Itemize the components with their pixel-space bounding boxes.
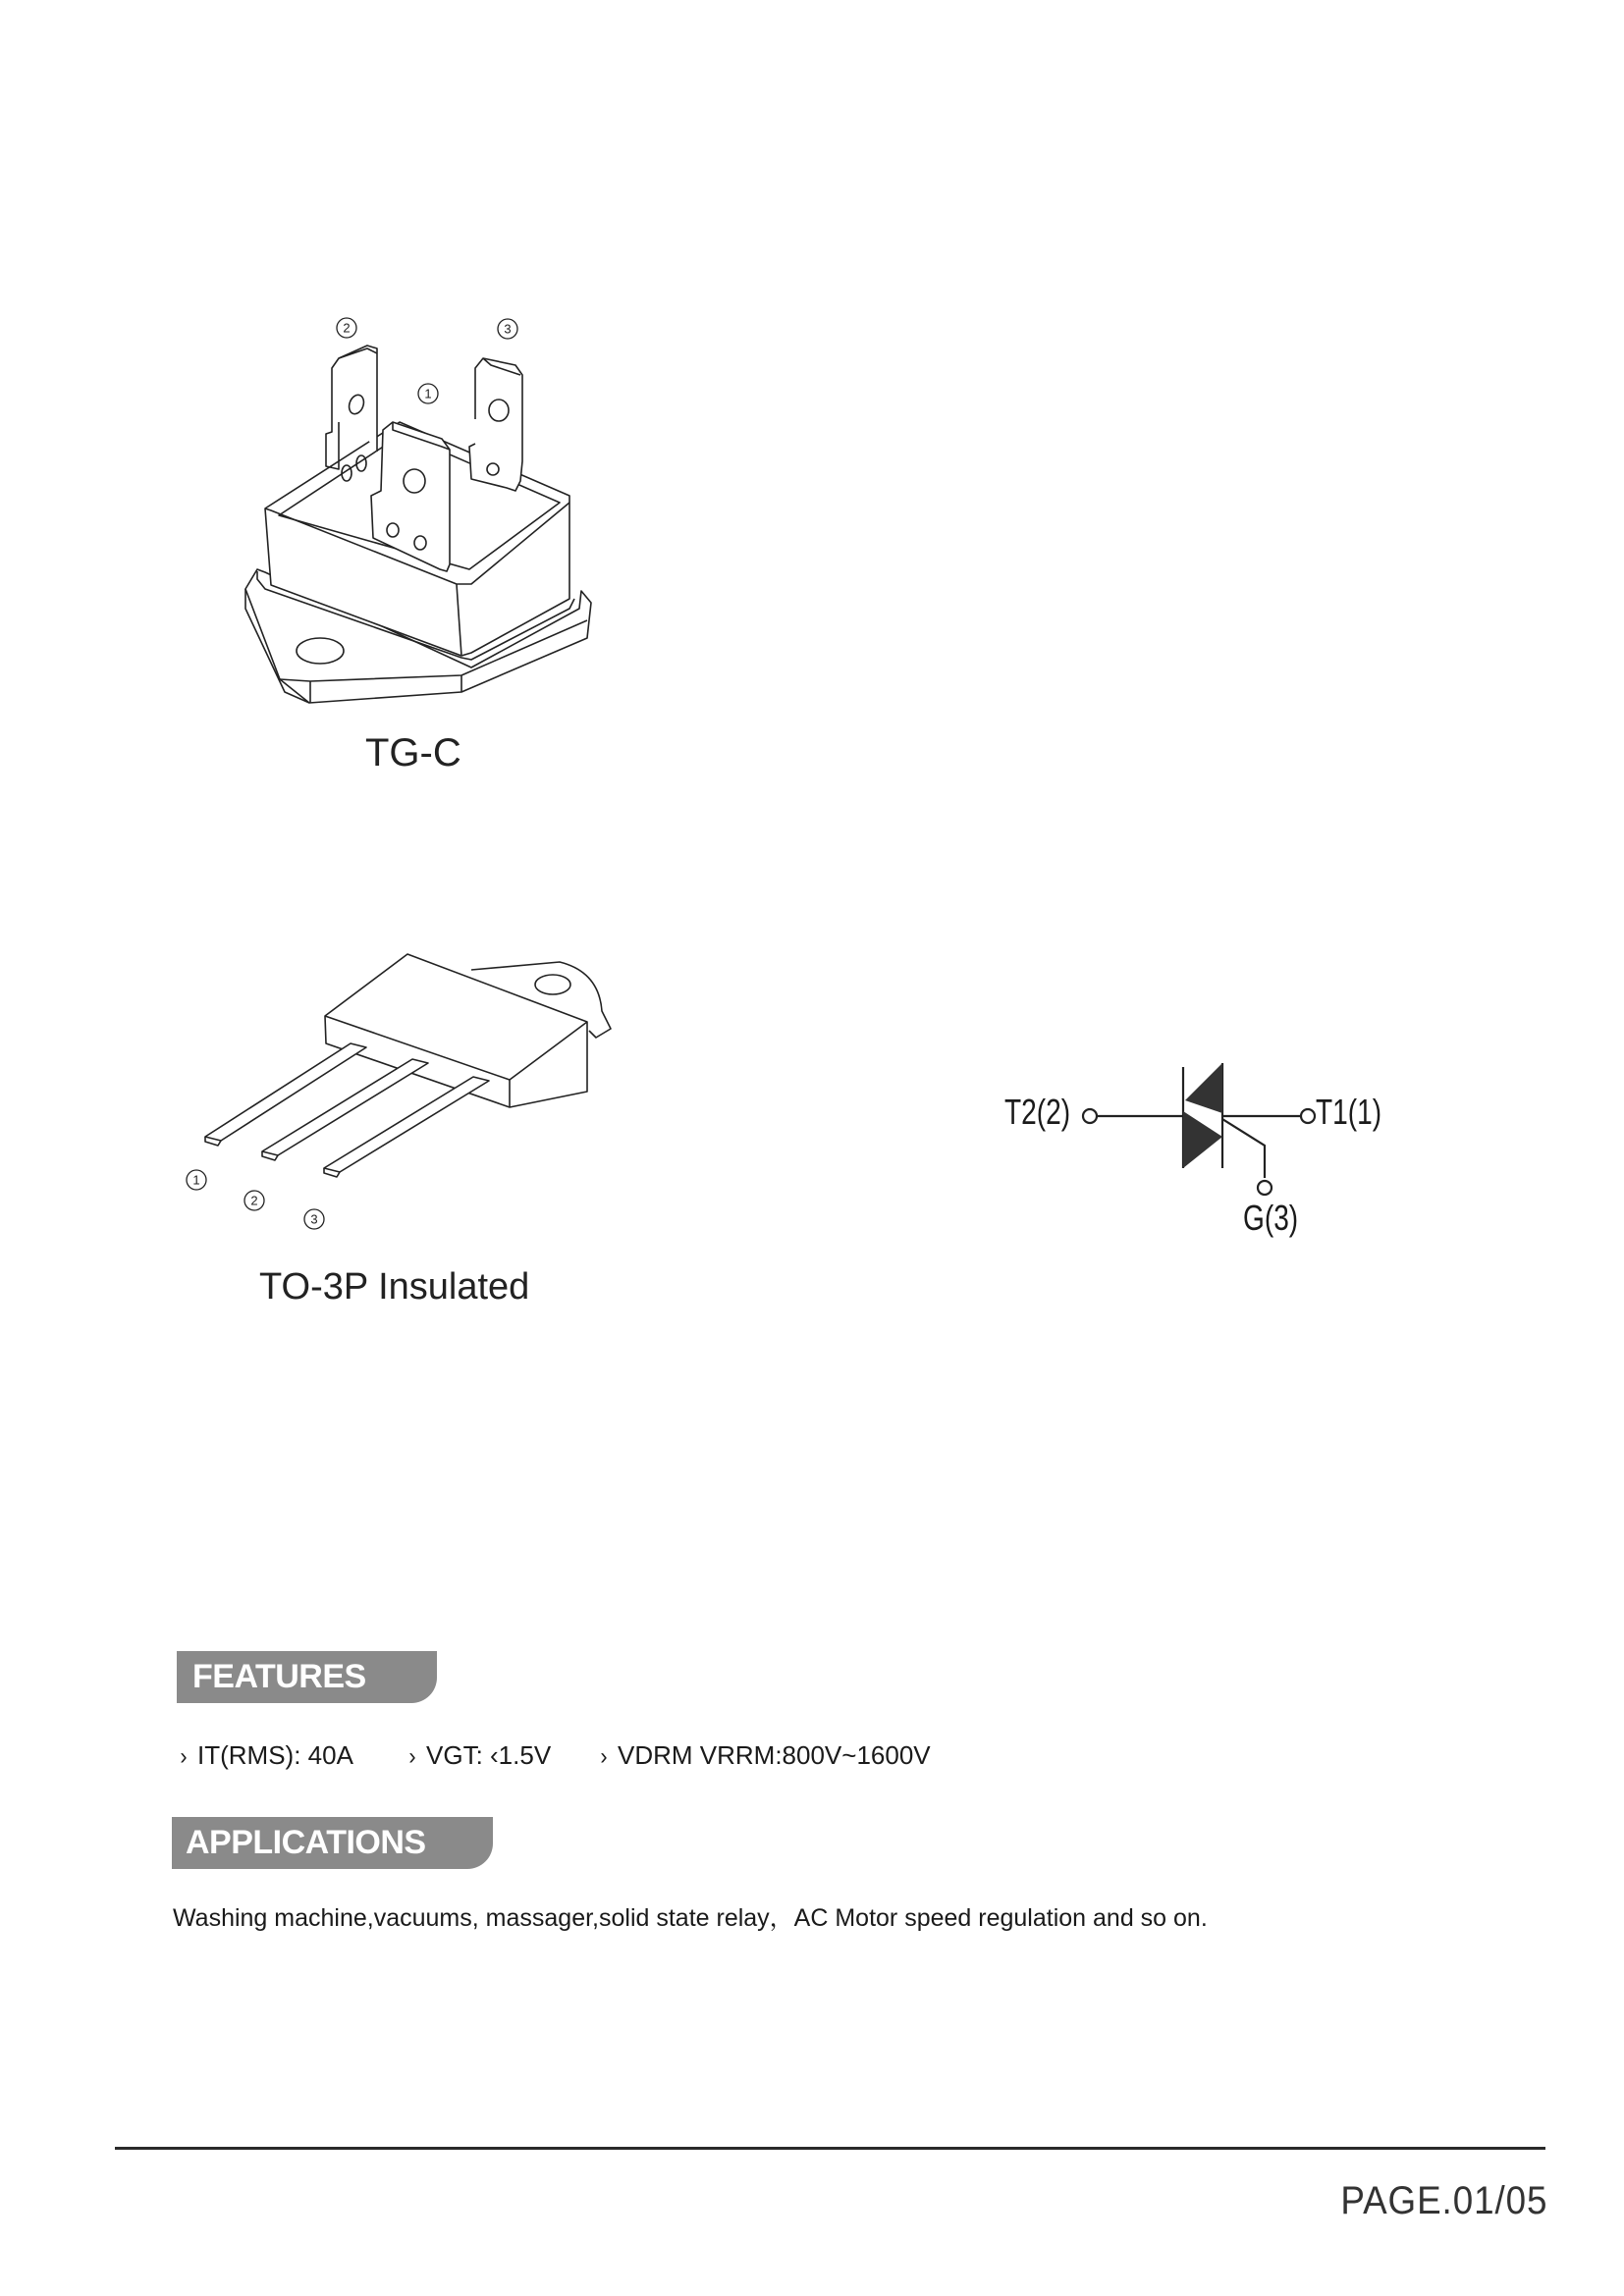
chevron-right-icon: › [600,1743,608,1770]
applications-heading: APPLICATIONS [172,1817,493,1869]
terminal-t1-label: T1(1) [1316,1092,1382,1132]
chevron-right-icon: › [180,1743,188,1770]
triac-schematic [982,1041,1434,1296]
to3p-package-figure [0,913,687,1325]
tgc-pin1-number: 1 [424,386,432,401]
to3p-pin2-number: 2 [250,1193,258,1208]
page-number: PAGE.01/05 [1339,2179,1547,2222]
to3p-package-drawing [0,913,687,1325]
feature-text: VGT: ‹1.5V [426,1740,552,1770]
applications-text: Washing machine,vacuums, massager,solid state relay，AC Motor speed regulation and so on. [173,1904,1208,1932]
footer-divider [115,2147,1545,2150]
to3p-package-label: TO-3P Insulated [259,1266,530,1308]
chevron-right-icon: › [408,1743,416,1770]
to3p-pin1-number: 1 [192,1172,200,1188]
tgc-package-label: TG-C [365,731,461,774]
triac-symbol [982,1041,1434,1296]
tgc-pin2-number: 2 [343,320,351,336]
to3p-pin3-number: 3 [310,1211,318,1227]
feature-item [180,1740,353,1771]
tgc-pin3-number: 3 [504,321,512,337]
feature-text: IT(RMS): 40A [197,1740,353,1770]
feature-item [600,1740,931,1771]
feature-item [408,1740,551,1771]
feature-text: VDRM VRRM:800V~1600V [618,1740,931,1770]
tgc-package-figure [0,0,687,805]
terminal-t2-label: T2(2) [1004,1092,1071,1132]
features-heading: FEATURES [177,1651,437,1703]
tgc-package-drawing [0,0,687,805]
terminal-gate-label: G(3) [1243,1198,1299,1238]
